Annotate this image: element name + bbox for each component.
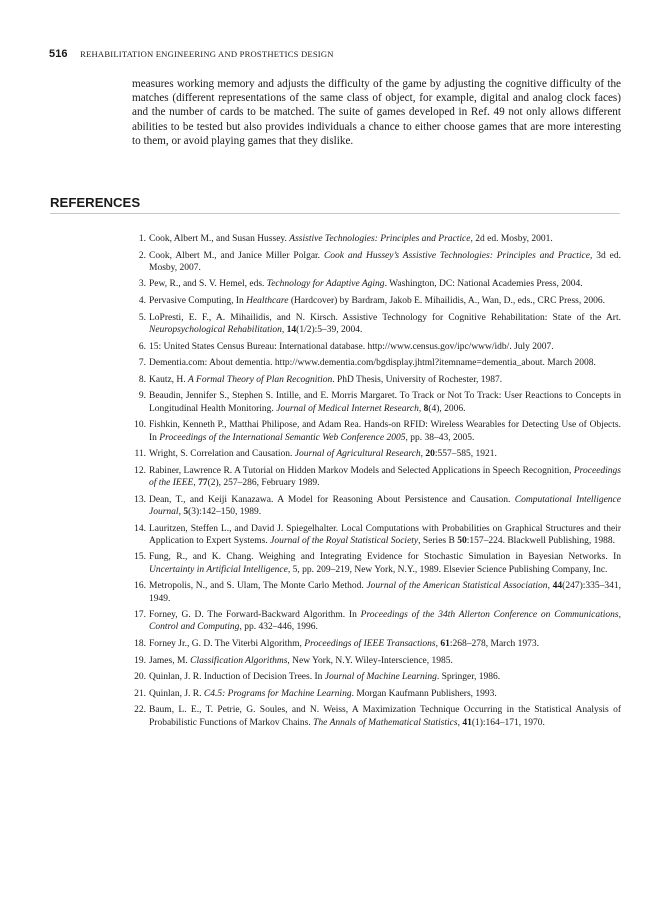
reference-number: 11. — [134, 449, 146, 460]
reference-item — [132, 655, 621, 667]
reference-item — [132, 551, 621, 576]
reference-text: Dementia.com: About dementia. http://www.dementia.com/bgdisplay.jhtml?itemname=dementia_about. March 2008. — [149, 358, 596, 369]
reference-text: Pervasive Computing, In Healthcare (Hardcover) by Bardram, Jakob E. Mihailidis, A., Wan, D., eds., CRC Press, 2006. — [149, 296, 605, 307]
reference-text: Baum, L. E., T. Petrie, G. Soules, and N. Weiss, A Maximization Technique Occurring in the Statistical Analysis of Probabilistic Functions of Markov Chains. The Annals of Mathematical Statistics, 41(1):164–171, 1970. — [149, 705, 621, 728]
reference-item — [132, 688, 621, 700]
reference-text: Cook, Albert M., and Susan Hussey. Assistive Technologies: Principles and Practice, 2d ed. Mosby, 2001. — [149, 234, 553, 244]
reference-item — [132, 638, 621, 650]
reference-text: LoPresti, E. F., A. Mihailidis, and N. Kirsch. Assistive Technology for Cognitive Rehabilitation: State of the Art. Neuropsychological Rehabilitation, 14(1/2):5–39, 2004. — [149, 312, 621, 335]
reference-text: Beaudin, Jennifer S., Stephen S. Intille, and E. Morris Margaret. To Track or Not To Track: User Reactions to Concepts in Longitudinal Health Monitoring. Journal of Medical Internet Research, 8(4), 2006. — [149, 391, 621, 414]
reference-text: Quinlan, J. R. Induction of Decision Trees. In Journal of Machine Learning. Springer, 1986. — [149, 672, 501, 683]
reference-number: 5. — [138, 312, 146, 323]
reference-number: 21. — [134, 688, 146, 699]
reference-item — [132, 671, 621, 683]
reference-item — [132, 494, 621, 519]
reference-list — [132, 233, 621, 733]
page-number: 516 — [49, 48, 68, 60]
running-head — [49, 48, 334, 60]
reference-number: 15. — [134, 552, 146, 563]
reference-number: 17. — [134, 610, 146, 621]
reference-number: 8. — [138, 374, 146, 385]
reference-item — [132, 250, 621, 275]
section-divider — [50, 213, 620, 214]
reference-text: Quinlan, J. R. C4.5: Programs for Machine Learning. Morgan Kaufmann Publishers, 1993. — [149, 688, 497, 699]
reference-number: 7. — [138, 358, 146, 369]
reference-item — [132, 419, 621, 444]
reference-item — [132, 580, 621, 605]
reference-text: Pew, R., and S. V. Hemel, eds. Technology for Adaptive Aging. Washington, DC: National Academies Press, 2004. — [149, 279, 583, 290]
reference-number: 2. — [138, 250, 146, 261]
reference-number: 10. — [134, 420, 146, 431]
reference-item — [132, 233, 621, 245]
reference-text: Cook, Albert M., and Janice Miller Polgar. Cook and Hussey’s Assistive Technologies: Principles and Practice, 3d ed. Mosby, 2007. — [149, 250, 621, 273]
reference-text: Wright, S. Correlation and Causation. Journal of Agricultural Research, 20:557–585, 1921. — [149, 449, 497, 460]
reference-text: James, M. Classification Algorithms, New York, N.Y. Wiley-Interscience, 1985. — [149, 655, 453, 666]
running-title: REHABILITATION ENGINEERING AND PROSTHETICS DESIGN — [80, 49, 334, 59]
reference-number: 1. — [138, 234, 146, 244]
reference-number: 3. — [138, 279, 146, 290]
section-heading: REFERENCES — [50, 195, 141, 210]
reference-number: 16. — [134, 581, 146, 592]
reference-text: Lauritzen, Steffen L., and David J. Spiegelhalter. Local Computations with Probabilities on Graphical Structures and their Application to Expert Systems. Journal of the Royal Statistical Society, Series B 50:157–224. Blackwell Publishing, 1988. — [149, 523, 621, 546]
reference-item — [132, 390, 621, 415]
reference-text: Metropolis, N., and S. Ulam, The Monte Carlo Method. Journal of the American Statistical Association, 44(247):335–341, 1949. — [149, 581, 622, 604]
reference-item — [132, 295, 621, 307]
reference-item — [132, 465, 621, 490]
body-paragraph: measures working memory and adjusts the difficulty of the game by adjusting the cognitive difficulty of the matches (different representations of the same class of object, for example, digital and analog clock faces) and the number of cards to be matched. The suite of games developed in Ref. 49 not only allows different abilities to be tested but also provides individuals a chance to either choose games that are more interesting to them, or avoid playing games that they dislike. — [132, 78, 621, 147]
reference-text: Kautz, H. A Formal Theory of Plan Recognition. PhD Thesis, University of Rochester, 1987. — [149, 374, 503, 385]
reference-number: 14. — [134, 523, 146, 534]
reference-item — [132, 312, 621, 337]
reference-text: Rabiner, Lawrence R. A Tutorial on Hidden Markov Models and Selected Applications in Speech Recognition, Proceedings of the IEEE, 77(2), 257–286, February 1989. — [149, 465, 621, 489]
reference-number: 12. — [134, 465, 146, 476]
reference-number: 19. — [134, 655, 146, 666]
reference-text: 15: United States Census Bureau: International database. http://www.census.gov/ipc/www/idb/. July 2007. — [149, 341, 554, 352]
reference-number: 22. — [134, 705, 146, 716]
reference-number: 4. — [138, 296, 146, 307]
reference-number: 20. — [134, 672, 146, 683]
reference-item — [132, 357, 621, 369]
reference-item — [132, 341, 621, 353]
reference-text: Forney Jr., G. D. The Viterbi Algorithm, Proceedings of IEEE Transactions, 61:268–278, March 1973. — [149, 639, 540, 650]
reference-item — [132, 278, 621, 290]
reference-item — [132, 609, 621, 634]
reference-item — [132, 448, 621, 460]
reference-item — [132, 704, 621, 729]
reference-item — [132, 523, 621, 548]
reference-text: Fung, R., and K. Chang. Weighing and Integrating Evidence for Stochastic Simulation in Bayesian Networks. In Uncertainty in Artificial Intelligence, 5, pp. 209–219, New York, N.Y., 1989. Elsevier Science Publishing Company, Inc. — [149, 552, 621, 575]
reference-number: 6. — [138, 341, 146, 352]
reference-number: 18. — [134, 639, 146, 650]
reference-number: 9. — [138, 391, 146, 402]
reference-text: Forney, G. D. The Forward-Backward Algorithm. In Proceedings of the 34th Allerton Conference on Communications, Control and Computing, pp. 432–446, 1996. — [149, 610, 622, 633]
reference-item — [132, 374, 621, 386]
reference-text: Fishkin, Kenneth P., Matthai Philipose, and Adam Rea. Hands-on RFID: Wireless Wearables for Detecting Use of Objects. In Proceedings of the International Semantic Web Conference 2005, pp. 38–43, 2005. — [149, 420, 621, 443]
reference-number: 13. — [134, 494, 146, 505]
reference-text: Dean, T., and Keiji Kanazawa. A Model for Reasoning About Persistence and Causation. Computational Intelligence Journal, 5(3):142–150, 1989. — [149, 494, 621, 517]
